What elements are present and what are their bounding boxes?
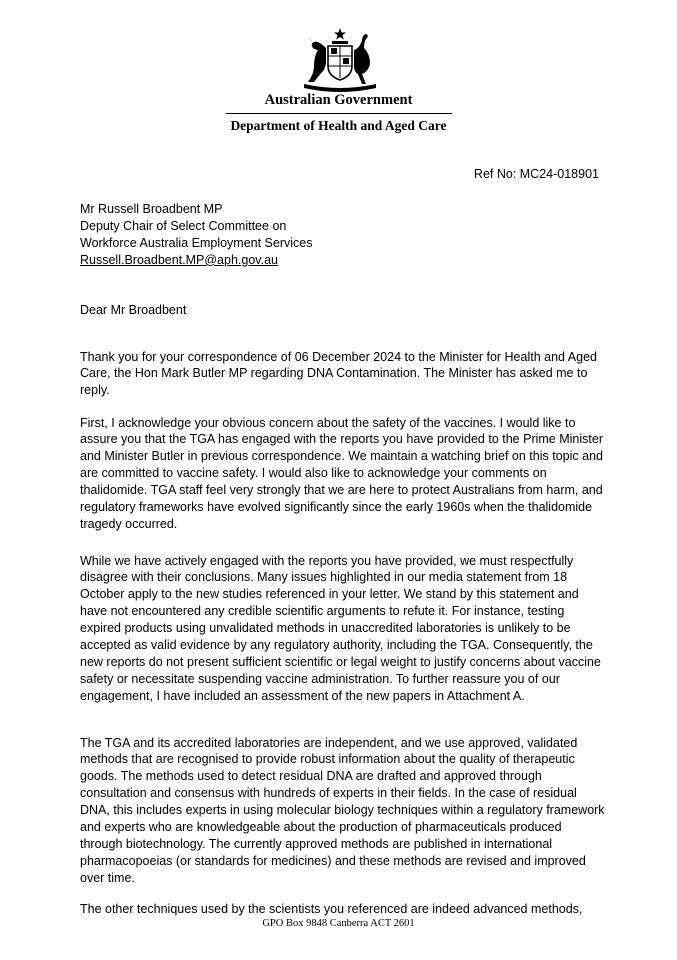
reference-number: Ref No: MC24-018901 [473, 167, 599, 181]
paragraph: Thank you for your correspondence of 06 December 2024 to the Minister for Health and Aged Care, the Hon Mark Butler MP regarding DNA Contamination. The Minister has asked me to reply. [80, 349, 597, 398]
recipient-title: Deputy Chair of Select Committee on [80, 218, 287, 233]
paragraph: The TGA and its accredited laboratories are independent, and we use approved, validated methods that are recognised to provide robust information about the quality of therapeutic goods. The methods used to detect residual DNA are drafted and approved through consultation and consensus with hundreds of experts in their fields. In the case of residual DNA, this includes experts in using molecular biology techniques within a regulatory framework and experts who are knowledgeable about the production of pharmaceuticals produced through biotechnology. The currently approved methods are published in international pharmacopoeias (or standards for medicines) and these methods are revised and improved over time. [80, 735, 605, 886]
paragraph: First, I acknowledge your obvious concern about the safety of the vaccines. I would like to assure you that the TGA has engaged with the reports you have provided to the Prime Minister and Minister Butler in previous correspondence. We maintain a watching brief on this topic and are committed to vaccine safety. I would also like to acknowledge your comments on thalidomide. TGA staff feel very strongly that we are here to protect Australians from harm, and regulatory frameworks have evolved significantly since the early 1960s when the thalidomide tragedy occurred. [80, 415, 603, 532]
recipient-name: Mr Russell Broadbent MP [80, 202, 223, 216]
header-divider [226, 113, 452, 114]
recipient-email-link[interactable]: Russell.Broadbent.MP@aph.gov.au [80, 252, 278, 267]
footer-address: GPO Box 9848 Canberra ACT 2601 [262, 918, 415, 929]
department-name: Department of Health and Aged Care [230, 118, 447, 133]
government-name: Australian Government [264, 92, 413, 108]
recipient-address-block [80, 201, 605, 269]
paragraph: While we have actively engaged with the reports you have provided, we must respectfully disagree with their conclusions. Many issues highlighted in our media statement from 18 October apply to the new studies referenced in your letter. We stand by this statement and have not encountered any credible scientific arguments to refute it. For instance, testing expired products using unvalidated methods in unaccredited laboratories is unlikely to be accepted as valid evidence by any regulatory authority, including the TGA. Consequently, the new reports do not present sufficient scientific or legal weight to justify concerns about vaccine safety or necessitate suspending vaccine administration. To further reassure you of our engagement, I have included an assessment of the new papers in Attachment A. [80, 553, 601, 704]
coat-of-arms-logo [296, 26, 384, 92]
recipient-committee: Workforce Australia Employment Services [80, 235, 313, 250]
salutation: Dear Mr Broadbent [80, 303, 187, 317]
paragraph: The other techniques used by the scientists you referenced are indeed advanced methods, [80, 901, 583, 916]
